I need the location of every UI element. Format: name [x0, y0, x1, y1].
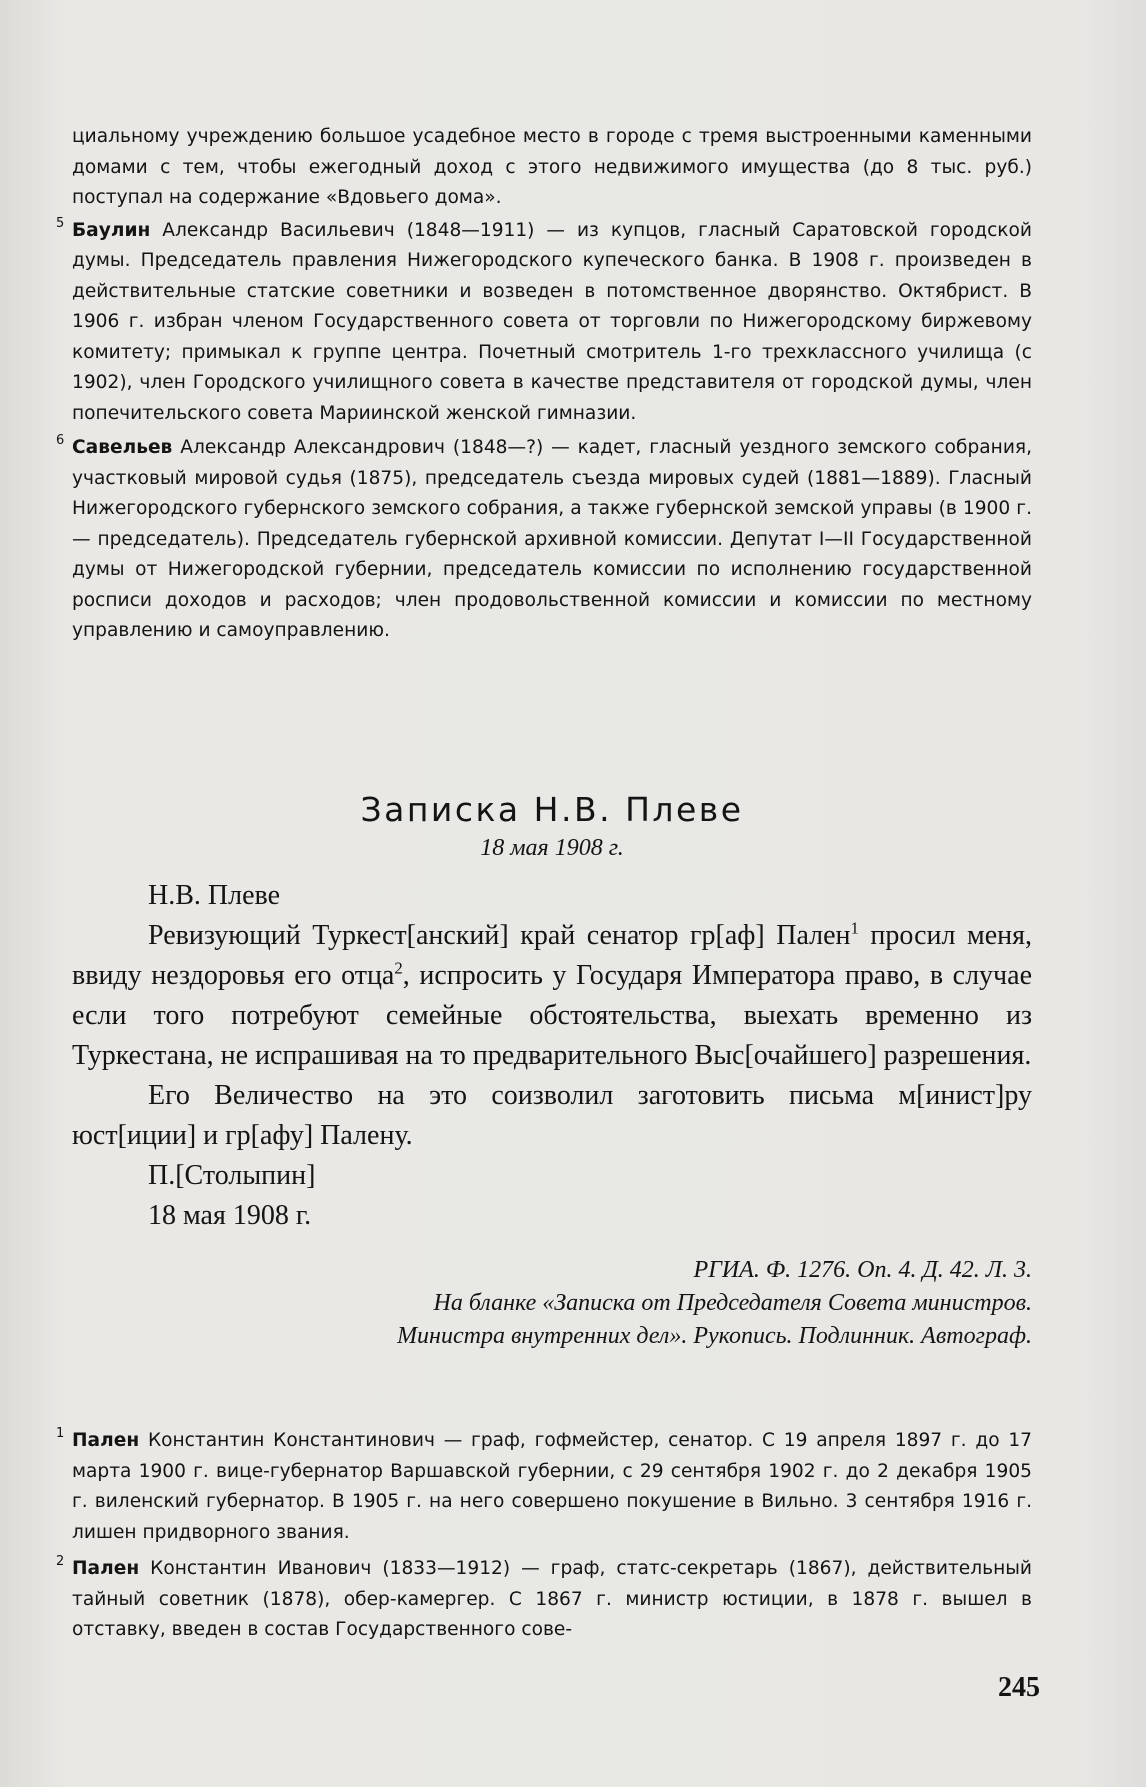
- archive-reference: РГИА. Ф. 1276. Оп. 4. Д. 42. Л. 3.: [693, 1257, 1032, 1283]
- source-description-line-1: На бланке «Записка от Председателя Совета министров.: [433, 1290, 1032, 1316]
- footnote-text: Александр Васильевич (1848—1911) — из купцов, гласный Саратовской городской думы. Председатель правления Нижегородского купеческого банка. В 1908 г. произведен в действительные статские советники и возведен в потомственное дворянство. Октябрист. В 1906 г. избран членом Государственного совета от торговли по Нижегородскому биржевому комитету; примыкал к группе центра. Почетный смотритель 1-го трехклассного училища (с 1902), член Городского училищного совета в качестве представителя от городской думы, член попечительского совета Мариинской женской гимназии.: [72, 219, 1032, 424]
- footnote-text: Константин Иванович (1833—1912) — граф, статс-секретарь (1867), действительный тайный советник (1878), обер-камергер. С 1867 г. министр юстиции, в 1878 г. вышел в отставку, введен в состав Государственного сове-: [72, 1558, 1032, 1640]
- paragraph-1: Ревизующий Туркест[анский] край сенатор гр[аф] Пален$^1$ просил меня, ввиду нездоровья его отца$^2$, испросить у Государя Императора право, в случае если того потребуют семейные обстоятельства, выехать временно из Туркестана, не испрашивая на то предварительного Выс[очайшего] разрешения.: [72, 918, 1032, 1071]
- document-title: Записка Н.В. Плеве: [360, 790, 744, 829]
- footnote-5: [56, 215, 1032, 430]
- top-footnotes: [56, 122, 1032, 647]
- paragraph-2: Его Величество на это соизволил заготовить письма м[инист]ру юст[иции] и гр[афу] Палену.: [72, 1080, 1032, 1151]
- footnote-6: [56, 433, 1032, 647]
- footnote-text: Константин Константинович — граф, гофмейстер, сенатор. С 19 апреля 1897 г. до 17 марта 1900 г. вице-губернатор Варшавской губернии, с 29 сентября 1902 г. до 2 декабря 1905 г. виленский губернатор. В 1905 г. на него совершено покушение в Вильно. 3 сентября 1916 г. лишен придворного звания.: [72, 1430, 1032, 1543]
- footnote-name: Баулин: [72, 219, 151, 241]
- page-number: 245: [998, 1672, 1040, 1703]
- signature: П.[Столыпин]: [148, 1160, 316, 1191]
- document-heading: [72, 788, 1032, 864]
- footnote-ref: 1: [850, 918, 859, 938]
- signature-date: 18 мая 1908 г.: [148, 1200, 312, 1231]
- footnote-continuation: циальному учреждению большое усадебное место в городе с тремя выстроенными каменными домами с тем, чтобы ежегодный доход с этого недвижимого имущества (до 8 тыс. руб.) поступал на содержание «Вдовьего дома».: [72, 126, 1032, 208]
- footnote-name: Пален: [72, 1430, 140, 1451]
- footnote-text: Александр Александрович (1848—?) — кадет, гласный уездного земского собрания, участковый мировой судья (1875), председатель съезда мировых судей (1881—1889). Гласный Нижегородского губернского земского собрания, а также губернской земской управы (в 1900 г. — председатель). Председатель губернской архивной комиссии. Депутат I—II Государственной думы от Нижегородской губернии, председатель комиссии по исполнению государственной росписи доходов и расходов; член продовольственной комиссии и комиссии по местному управлению и самоуправлению.: [72, 437, 1032, 641]
- document-date: 18 мая 1908 г.: [480, 835, 624, 861]
- footnote-number: 6: [56, 433, 65, 448]
- source-reference: [72, 1254, 1032, 1353]
- document-body: [72, 876, 1032, 1236]
- footnote-name: Савельев: [72, 437, 173, 458]
- footnote-name: Пален: [72, 1558, 140, 1579]
- source-description-line-2: Министра внутренних дел». Рукопись. Подлинник. Автограф.: [397, 1323, 1032, 1349]
- footnote-ref: 2: [394, 958, 403, 978]
- footnote-1: [56, 1426, 1032, 1548]
- footnote-number: 1: [56, 1426, 65, 1441]
- footnote-number: 5: [56, 215, 65, 231]
- bottom-footnotes: [56, 1426, 1032, 1646]
- footnote-2: [56, 1554, 1032, 1646]
- footnote-number: 2: [56, 1554, 65, 1569]
- addressee: Н.В. Плеве: [148, 880, 281, 911]
